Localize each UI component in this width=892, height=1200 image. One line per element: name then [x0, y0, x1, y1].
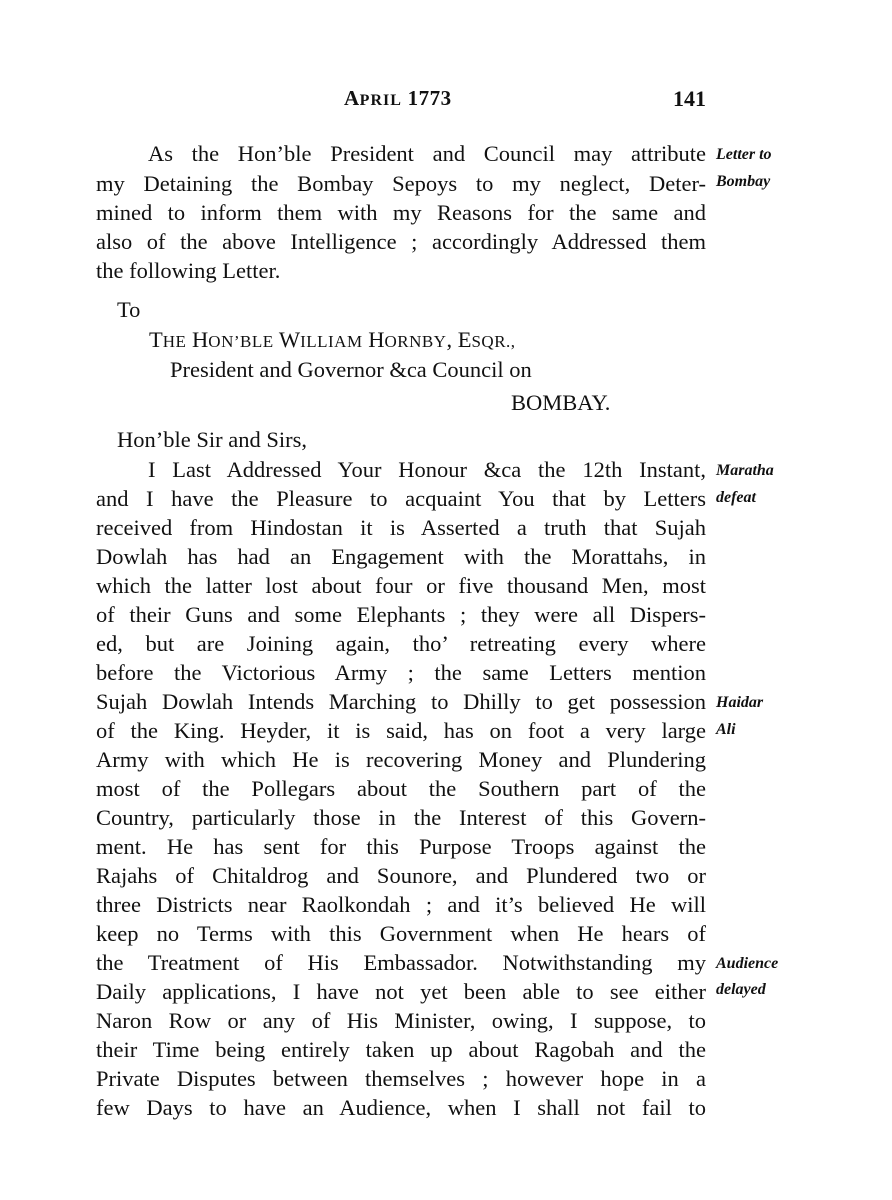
text-line: the following Letter.: [96, 258, 281, 283]
margin-note-letter-to: Letter to: [716, 146, 772, 163]
text-line: before the Victorious Army ; the same Letters mention: [96, 660, 706, 685]
text-line: As the Hon’ble President and Council may attribute: [148, 141, 706, 166]
text-line: Private Disputes between themselves ; however hope in a: [96, 1066, 706, 1091]
text-line: keep no Terms with this Government when He hears of: [96, 921, 706, 946]
margin-note-haidar: Haidar: [716, 694, 764, 711]
text-line: ment. He has sent for this Purpose Troops against the: [96, 834, 706, 859]
text-line: Sujah Dowlah Intends Marching to Dhilly to get possession: [96, 689, 706, 714]
text-line: their Time being entirely taken up about Ragobah and the: [96, 1037, 706, 1062]
running-head: APRIL 1773: [344, 86, 452, 110]
text-line: ed, but are Joining again, tho’ retreating every where: [96, 631, 706, 656]
text-line: received from Hindostan it is Asserted a truth that Sujah: [96, 515, 706, 540]
text-line: Daily applications, I have not yet been able to see either: [96, 979, 706, 1004]
letter-salutation: Hon’ble Sir and Sirs,: [117, 427, 307, 452]
text-line: my Detaining the Bombay Sepoys to my neglect, Deter-: [96, 171, 706, 196]
margin-note-maratha: Maratha: [716, 462, 774, 479]
text-line: three Districts near Raolkondah ; and it’s believed He will: [96, 892, 706, 917]
text-line: Country, particularly those in the Interest of this Govern-: [96, 805, 706, 830]
text-line: few Days to have an Audience, when I shall not fail to: [96, 1095, 706, 1120]
page-header: [96, 86, 706, 116]
addressee-name: THE HON’BLE WILLIAM HORNBY, ESQR.,: [149, 327, 516, 352]
text-line: Army with which He is recovering Money and Plundering: [96, 747, 706, 772]
margin-note-ali: Ali: [716, 721, 736, 738]
text-line: the Treatment of His Embassador. Notwithstanding my: [96, 950, 706, 975]
margin-note-defeat: defeat: [716, 489, 756, 506]
salutation-to: To: [117, 297, 141, 322]
margin-note-audience: Audience: [716, 955, 779, 972]
text-line: which the latter lost about four or five thousand Men, most: [96, 573, 706, 598]
text-line: Dowlah has had an Engagement with the Morattahs, in: [96, 544, 706, 569]
text-line: most of the Pollegars about the Southern part of the: [96, 776, 706, 801]
margin-note-delayed: delayed: [716, 981, 766, 998]
page-number: 141: [673, 86, 706, 111]
margin-note-bombay: Bombay: [716, 173, 771, 190]
text-line: of the King. Heyder, it is said, has on foot a very large: [96, 718, 706, 743]
text-line: Rajahs of Chitaldrog and Sounore, and Plundered two or: [96, 863, 706, 888]
text-line: I Last Addressed Your Honour &ca the 12th Instant,: [148, 457, 706, 482]
text-line: of their Guns and some Elephants ; they were all Dispers-: [96, 602, 706, 627]
text-line: mined to inform them with my Reasons for the same and: [96, 200, 706, 225]
text-line: also of the above Intelligence ; accordingly Addressed them: [96, 229, 706, 254]
addressee-title: President and Governor &ca Council on: [170, 357, 532, 382]
text-line: and I have the Pleasure to acquaint You that by Letters: [96, 486, 706, 511]
text-line: Naron Row or any of His Minister, owing, I suppose, to: [96, 1008, 706, 1033]
addressee-place: BOMBAY.: [511, 390, 611, 415]
